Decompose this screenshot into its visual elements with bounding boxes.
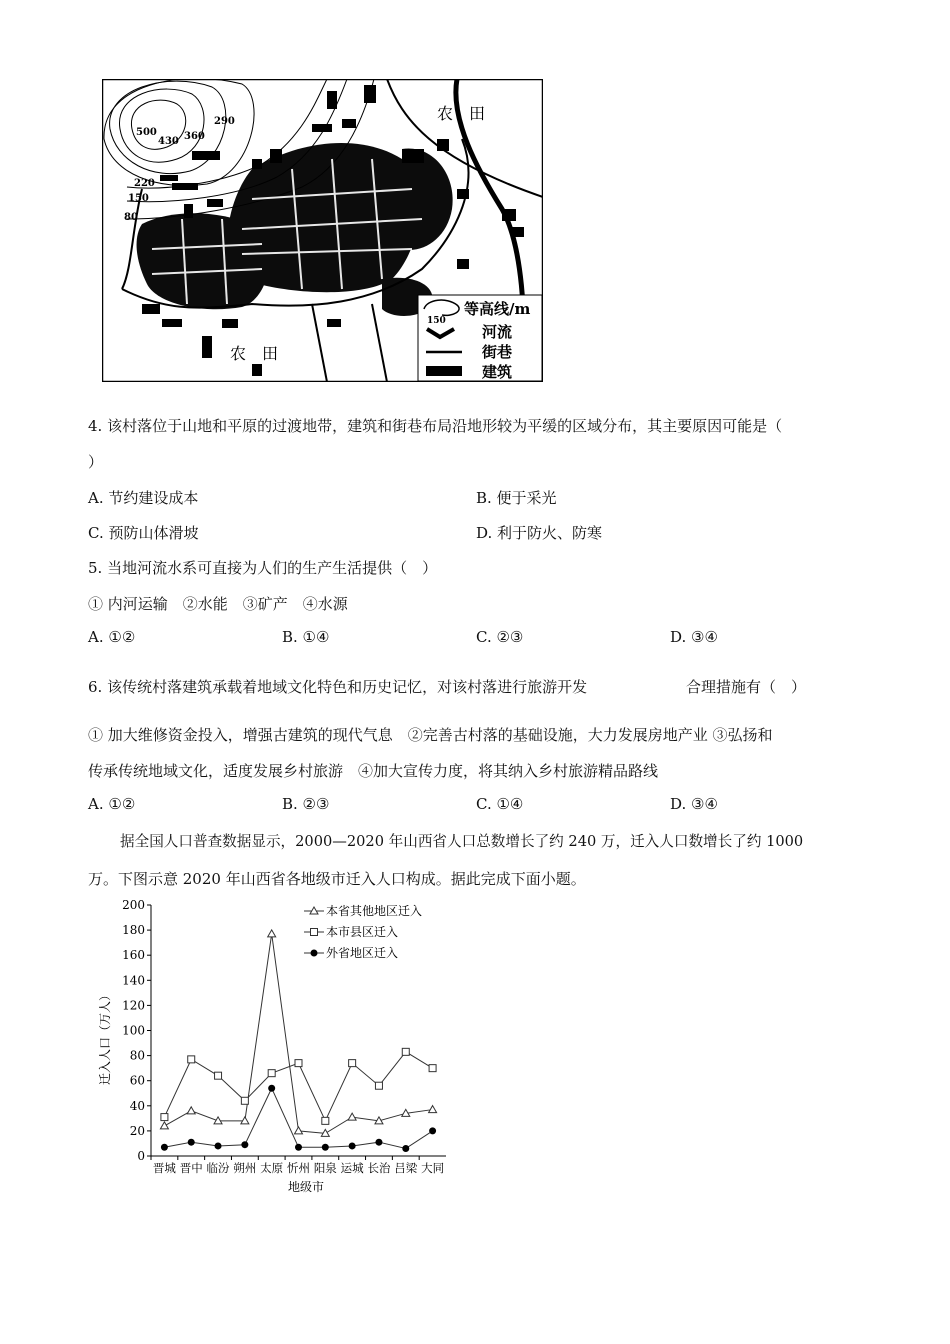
- contour-label: 360: [184, 131, 205, 142]
- q6-option-c[interactable]: C. ①④: [476, 795, 524, 813]
- data-point-dot: [215, 1142, 222, 1149]
- y-tick-label: 20: [129, 1123, 145, 1138]
- contour-label: 430: [158, 136, 179, 147]
- data-point-triangle: [348, 1113, 356, 1120]
- passage-line1: 据全国人口普查数据显示，2000—2020 年山西省人口总数增长了约 240 万，迁入人口数增长了约 1000: [120, 833, 804, 850]
- y-tick-label: 60: [129, 1073, 145, 1088]
- legend-building: 建筑: [482, 363, 513, 381]
- data-point-dot: [322, 1144, 329, 1151]
- q6-stem-end: 合理措施有（ ）: [686, 678, 807, 696]
- q6-option-a[interactable]: A. ①②: [88, 795, 136, 813]
- x-tick-label: 太原: [260, 1161, 284, 1175]
- q4-option-c[interactable]: C. 预防山体滑坡: [88, 524, 199, 542]
- data-point-dot: [402, 1145, 409, 1152]
- chart-axes: [151, 905, 446, 1156]
- data-point-triangle: [187, 1107, 195, 1114]
- q5-option-b[interactable]: B. ①④: [282, 628, 330, 646]
- data-point-dot: [429, 1127, 436, 1134]
- legend-river: 河流: [482, 323, 513, 341]
- legend-label: 本省其他地区迁入: [326, 904, 423, 918]
- legend-label: 外省地区迁入: [326, 946, 399, 960]
- x-tick-label: 晋城: [152, 1161, 176, 1175]
- chart-ticks: [122, 898, 444, 1175]
- data-point-square: [429, 1065, 436, 1072]
- data-point-square: [322, 1117, 329, 1124]
- contour-label: 150: [128, 193, 149, 204]
- legend-contour-sample: 150: [427, 316, 446, 326]
- contour-label: 220: [134, 178, 155, 189]
- village-map: [102, 79, 543, 382]
- data-point-square: [402, 1048, 409, 1055]
- data-point-square: [349, 1060, 356, 1067]
- legend-marker: [311, 929, 318, 936]
- y-tick-label: 120: [122, 998, 145, 1013]
- chart-y-axis-label: 迁入人口（万人）: [98, 988, 112, 1086]
- q4-option-a[interactable]: A. 节约建设成本: [88, 489, 199, 507]
- x-tick-label: 临汾: [206, 1161, 230, 1175]
- migration-line-chart: [96, 897, 456, 1197]
- y-tick-label: 160: [122, 948, 145, 963]
- y-tick-label: 100: [122, 1023, 145, 1038]
- farmland-label: 农 田: [230, 344, 279, 363]
- x-tick-label: 忻州: [287, 1161, 310, 1175]
- q4-option-b[interactable]: B. 便于采光: [476, 489, 557, 507]
- q6-items-line2: 传承传统地域文化，适度发展乡村旅游 ④加大宣传力度，将其纳入乡村旅游精品路线: [88, 762, 659, 780]
- chart-legend: [304, 903, 422, 960]
- data-point-square: [215, 1072, 222, 1079]
- data-point-dot: [161, 1144, 168, 1151]
- y-tick-label: 40: [129, 1098, 145, 1113]
- q5-stem: 5. 当地河流水系可直接为人们的生产生活提供（ ）: [88, 559, 438, 577]
- legend-marker: [311, 950, 318, 957]
- x-tick-label: 长治: [367, 1161, 391, 1175]
- q5-option-d[interactable]: D. ③④: [670, 628, 718, 646]
- q6-stem: 6. 该传统村落建筑承载着地域文化特色和历史记忆，对该村落进行旅游开发: [88, 678, 588, 696]
- passage-line2: 万。下图示意 2020 年山西省各地级市迁入人口构成。据此完成下面小题。: [88, 870, 586, 888]
- chart-x-axis-label: 地级市: [287, 1180, 325, 1194]
- data-point-dot: [375, 1139, 382, 1146]
- legend-contour: 等高线/m: [464, 300, 531, 318]
- data-point-square: [268, 1070, 275, 1077]
- q6-option-b[interactable]: B. ②③: [282, 795, 330, 813]
- q4-stem-close: ）: [88, 453, 104, 471]
- y-tick-label: 0: [137, 1149, 145, 1163]
- data-point-dot: [268, 1085, 275, 1092]
- q6-items-line1: ① 加大维修资金投入，增强古建筑的现代气息 ②完善古村落的基础设施，大力发展房地产业 ③弘扬和: [88, 726, 773, 744]
- data-point-square: [295, 1060, 302, 1067]
- data-point-triangle: [214, 1117, 222, 1124]
- data-point-square: [161, 1114, 168, 1121]
- series-line: [164, 934, 432, 1134]
- data-point-triangle: [241, 1117, 249, 1124]
- data-point-triangle: [160, 1122, 168, 1129]
- x-tick-label: 朔州: [233, 1161, 257, 1175]
- data-point-triangle: [295, 1127, 303, 1134]
- contour-label: 80: [124, 212, 138, 223]
- farmland-label: 农 田: [437, 104, 486, 123]
- data-point-dot: [295, 1144, 302, 1151]
- q4-stem: 4. 该村落位于山地和平原的过渡地带，建筑和街巷布局沿地形较为平缓的区域分布，其主要原因可能是（: [88, 417, 783, 435]
- contour-label: 290: [214, 116, 235, 127]
- data-point-triangle: [429, 1106, 437, 1113]
- x-tick-label: 吕梁: [394, 1161, 418, 1175]
- contour-label: 500: [136, 127, 157, 138]
- y-tick-label: 180: [122, 923, 145, 938]
- legend-label: 本市县区迁入: [326, 925, 399, 939]
- y-tick-label: 80: [129, 1048, 145, 1063]
- x-tick-label: 大同: [421, 1161, 445, 1175]
- y-tick-label: 140: [122, 973, 145, 988]
- data-point-square: [188, 1056, 195, 1063]
- data-point-triangle: [268, 930, 276, 937]
- y-tick-label: 200: [122, 898, 145, 912]
- chart-series: [160, 930, 436, 1152]
- data-point-dot: [241, 1141, 248, 1148]
- legend-street: 街巷: [482, 343, 513, 361]
- q5-option-c[interactable]: C. ②③: [476, 628, 524, 646]
- x-tick-label: 运城: [340, 1161, 364, 1175]
- data-point-square: [375, 1082, 382, 1089]
- q5-option-a[interactable]: A. ①②: [88, 628, 136, 646]
- data-point-square: [241, 1097, 248, 1104]
- series-line: [164, 1088, 432, 1148]
- q5-items: ① 内河运输 ②水能 ③矿产 ④水源: [88, 595, 348, 613]
- x-tick-label: 阳泉: [313, 1161, 337, 1175]
- data-point-dot: [188, 1139, 195, 1146]
- data-point-dot: [349, 1142, 356, 1149]
- x-tick-label: 晋中: [179, 1161, 203, 1175]
- map-legend: [418, 295, 542, 381]
- q6-option-d[interactable]: D. ③④: [670, 795, 718, 813]
- q4-option-d[interactable]: D. 利于防火、防寒: [476, 524, 603, 542]
